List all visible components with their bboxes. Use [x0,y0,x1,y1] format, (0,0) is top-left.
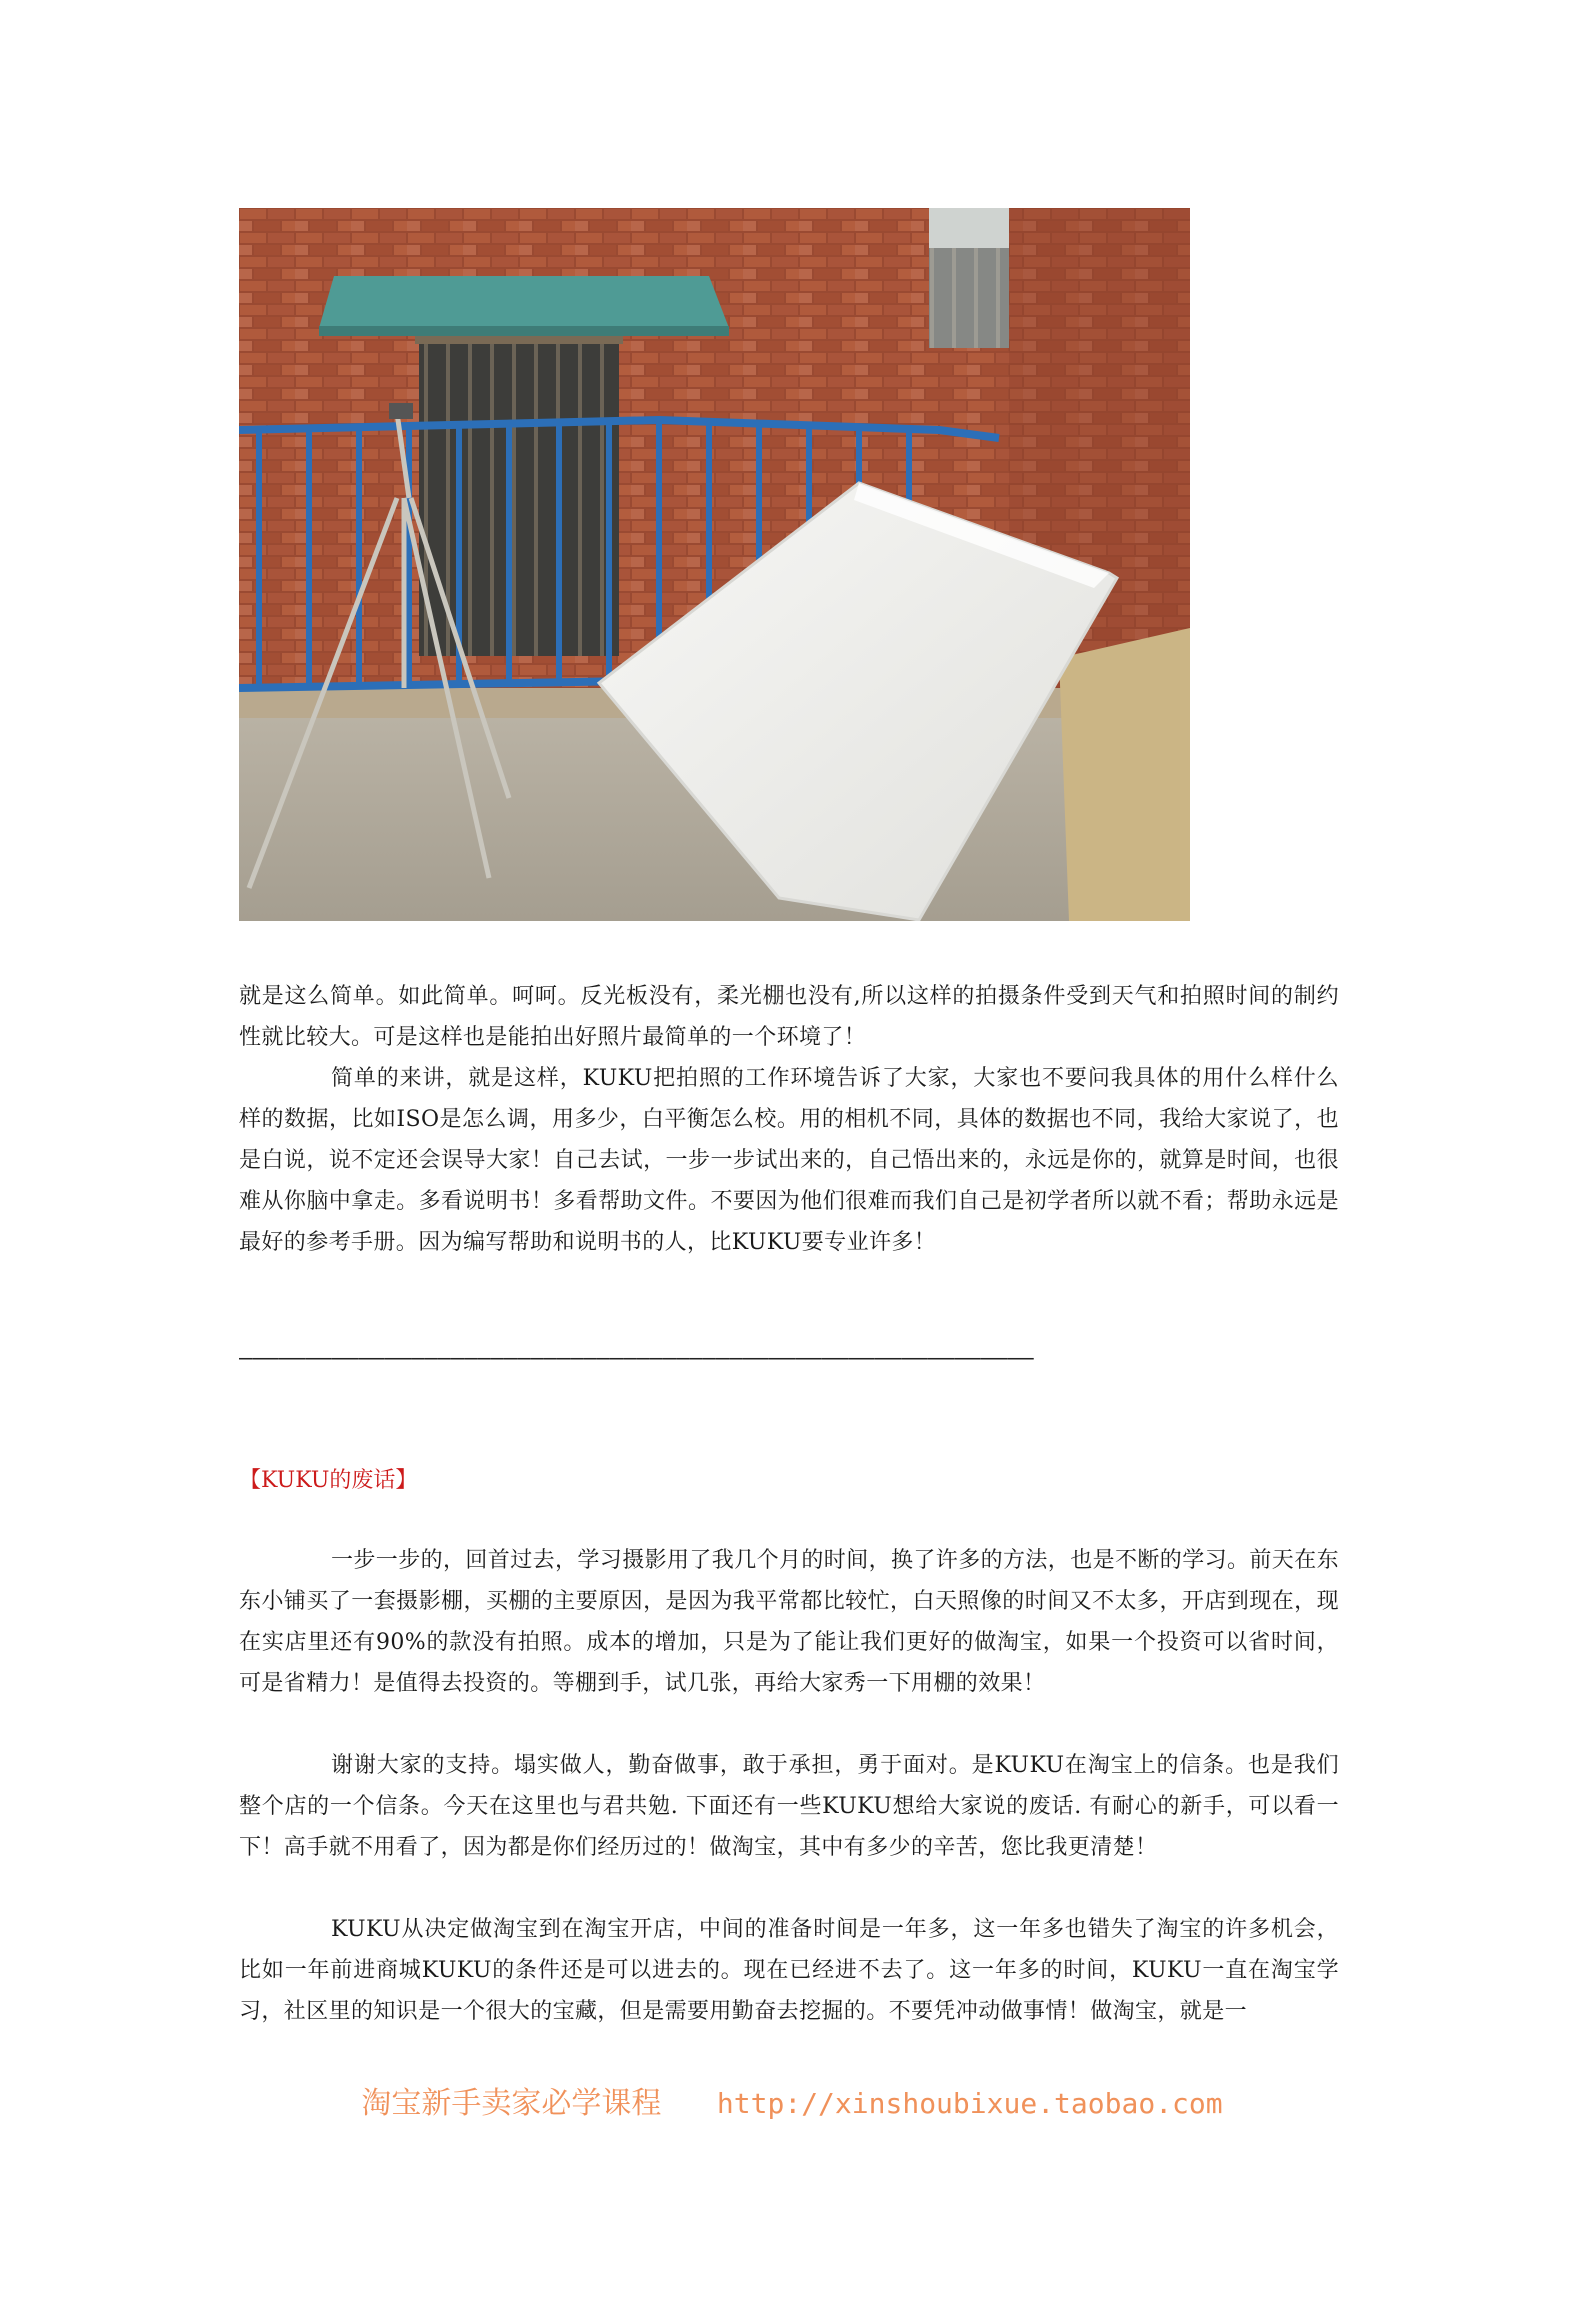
paragraph-2: 简单的来讲，就是这样，KUKU把拍照的工作环境告诉了大家，大家也不要问我具体的用什么样什么样的数据，比如ISO是怎么调，用多少，白平衡怎么校。用的相机不同，具体的数据也不同，我给大家说了，也是白说，说不定还会误导大家！自己去试，一步一步试出来的，自己悟出来的，永远是你的，就算是时间，也很难从你脑中拿走。多看说明书！多看帮助文件。不要因为他们很难而我们自己是初学者所以就不看；帮助永远是最好的参考手册。因为编写帮助和说明书的人，比KUKU要专业许多！ [239,1066,1339,1255]
footer-url-link[interactable]: http://xinshoubixue.taobao.com [716,2087,1223,2120]
tripod-head [389,403,413,419]
photo-tripod-reflector [239,208,1190,921]
photo-illustration [239,208,1190,921]
footer [0,2078,1584,2122]
section-title: 【KUKU的废话】 [239,1468,418,1493]
paragraph-1: 就是这么简单。如此简单。呵呵。反光板没有，柔光棚也没有,所以这样的拍摄条件受到天气和拍照时间的制约性就比较大。可是这样也是能拍出好照片最简单的一个环境了！ [239,984,1339,1050]
footer-title: 淘宝新手卖家必学课程 [361,2086,662,2121]
divider-line: ———————————————————————————————————————————————————————————— [239,1346,1034,1371]
section-paragraph-3: KUKU从决定做淘宝到在淘宝开店，中间的准备时间是一年多，这一年多也错失了淘宝的许多机会，比如一年前进商城KUKU的条件还是可以进去的。现在已经进不去了。这一年多的时间，KUKU一直在淘宝学习，社区里的知识是一个很大的宝藏，但是需要用勤奋去挖掘的。不要凭冲动做事情！做淘宝，就是一 [239,1917,1339,2024]
section-paragraph-2: 谢谢大家的支持。塌实做人，勤奋做事，敢于承担，勇于面对。是KUKU在淘宝上的信条。也是我们整个店的一个信条。今天在这里也与君共勉. 下面还有一些KUKU想给大家说的废话. 有耐心的新手，可以看一下！高手就不用看了，因为都是你们经历过的！做淘宝，其中有多少的辛苦，您比我更清楚！ [239,1753,1339,1860]
section-paragraph-1: 一步一步的，回首过去，学习摄影用了我几个月的时间，换了许多的方法，也是不断的学习。前天在东东小铺买了一套摄影棚，买棚的主要原因，是因为我平常都比较忙，白天照像的时间又不太多，开店到现在，现在实店里还有90%的款没有拍照。成本的增加，只是为了能让我们更好的做淘宝，如果一个投资可以省时间，可是省精力！是值得去投资的。等棚到手，试几张，再给大家秀一下用棚的效果！ [239,1548,1340,1696]
